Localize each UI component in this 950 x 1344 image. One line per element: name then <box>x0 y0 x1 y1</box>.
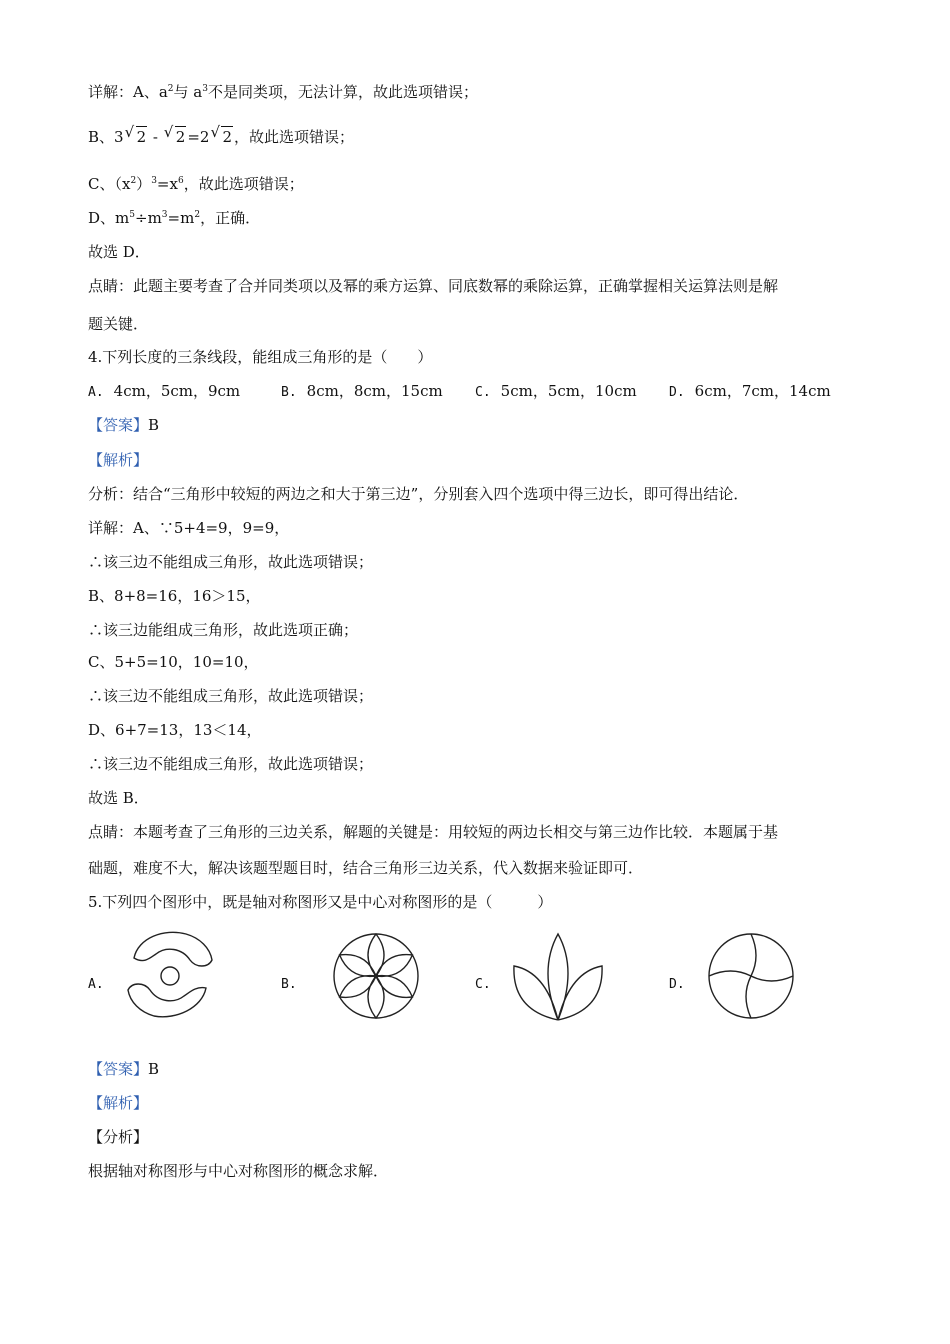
q4-answer: 【答案】B <box>88 416 160 434</box>
q5-figure-c-label: C. <box>475 977 491 992</box>
q4-line: ∴该三边不能组成三角形，故此选项错误； <box>88 755 374 773</box>
sqrt-expression: √ 2 <box>210 123 232 146</box>
q5-figure-a-drawing <box>124 928 216 1022</box>
q4-line: 详解：A、∵5+4=9，9=9， <box>88 519 290 537</box>
q4-line: C、5+5=10，10=10， <box>88 653 259 671</box>
q5-answer: 【答案】B <box>88 1060 160 1078</box>
q4-line: ∴该三边能组成三角形，故此选项正确； <box>88 621 359 639</box>
q4-line: ∴该三边不能组成三角形，故此选项错误； <box>88 553 374 571</box>
q5-figure-c-drawing <box>510 930 608 1024</box>
q3-comment-line2: 题关键． <box>88 315 149 333</box>
q4-line: 分析：结合“三角形中较短的两边之和大于第三边”，分别套入四个选项中得三边长，即可得出结论． <box>88 485 749 503</box>
q3-detail-a: 详解：A、$a^2$与 $a^3$不是同类项，无法计算，故此选项错误； <box>88 83 478 101</box>
q4-comment-line2: 础题，难度不大，解决该题型题目时，结合三角形三边关系，代入数据来验证即可． <box>88 859 644 877</box>
q3-detail-c: C、$(x^2)^3=x^6$，故此选项错误； <box>88 175 304 193</box>
q5-figure-a-label: A. <box>88 977 104 992</box>
q4-analysis-tag: 【解析】 <box>88 451 149 469</box>
q4-line: B、8+8=16，16＞15， <box>88 587 261 605</box>
q5-analysis-text: 根据轴对称图形与中心对称图形的概念求解． <box>88 1162 389 1180</box>
q3-choose: 故选 D． <box>88 243 150 261</box>
q5-figure-b-drawing <box>330 930 422 1022</box>
sqrt-expression: √ 2 <box>163 123 186 146</box>
q5-fenxi-tag: 【分析】 <box>88 1128 149 1146</box>
q4-line: ∴该三边不能组成三角形，故此选项错误； <box>88 687 374 705</box>
q4-option-d: D. 6cm，7cm，14cm <box>669 382 831 400</box>
q4-stem: 4.下列长度的三条线段，能组成三角形的是（ ） <box>88 348 433 366</box>
q3-detail-d: D、$m^5\div m^3=m^2$，正确． <box>88 209 261 227</box>
q5-figure-d-label: D. <box>669 977 685 992</box>
q5-analysis-tag: 【解析】 <box>88 1094 149 1112</box>
q4-line: D、6+7=13，13＜14， <box>88 721 262 739</box>
q4-line: 故选 B． <box>88 789 149 807</box>
sqrt-expression: √ 2 <box>124 123 147 146</box>
q5-figure-b-label: B. <box>281 977 297 992</box>
q3-detail-b: B、3 √ 2 - √ 2 =2 √ 2 ，故此选项错误； <box>88 123 354 146</box>
q3-comment-line1: 点睛：此题主要考查了合并同类项以及幂的乘方运算、同底数幂的乘除运算，正确掌握相关运算法则是解 <box>88 277 779 295</box>
q4-comment-line1: 点睛：本题考查了三角形的三边关系，解题的关键是：用较短的两边长相交与第三边作比较．本题属于基 <box>88 823 779 841</box>
q4-option-b: B. 8cm，8cm，15cm <box>281 382 443 400</box>
q4-option-a: A. 4cm，5cm，9cm <box>88 382 241 400</box>
q5-figure-d-drawing <box>705 930 797 1022</box>
q4-option-c: C. 5cm，5cm，10cm <box>475 382 637 400</box>
q5-stem: 5.下列四个图形中，既是轴对称图形又是中心对称图形的是（ ） <box>88 893 553 911</box>
